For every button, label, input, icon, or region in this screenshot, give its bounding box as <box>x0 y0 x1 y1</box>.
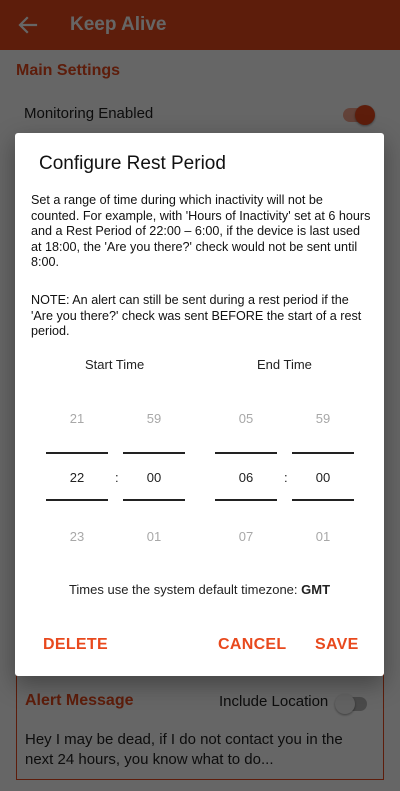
end-time-label: End Time <box>257 357 312 372</box>
end-hour-selected[interactable]: 06 <box>238 470 254 485</box>
picker-divider <box>292 452 354 454</box>
end-hour-next[interactable]: 07 <box>238 529 254 544</box>
picker-divider <box>123 452 185 454</box>
timezone-info <box>15 582 384 597</box>
dialog-title: Configure Rest Period <box>39 153 226 174</box>
end-minute-selected[interactable]: 00 <box>315 470 331 485</box>
delete-button[interactable]: DELETE <box>43 636 108 653</box>
end-hour-prev[interactable]: 05 <box>238 411 254 426</box>
picker-divider <box>215 452 277 454</box>
start-hour-selected[interactable]: 22 <box>69 470 85 485</box>
dialog-note: NOTE: An alert can still be sent during a rest period if the 'Are you there?' check was sent BEFORE the start of a rest period. <box>31 293 362 339</box>
dialog-description: Set a range of time during which inactivity will not be counted. For example, with 'Hours of Inactivity' set at 6 hours and a Rest Period of 22:00 – 6:00, if the device is last used at 18:00, the 'Are you there?' check would not be sent until 8:00. <box>31 193 371 270</box>
end-minute-prev[interactable]: 59 <box>315 411 331 426</box>
start-minute-selected[interactable]: 00 <box>146 470 162 485</box>
picker-divider <box>292 499 354 501</box>
start-minute-prev[interactable]: 59 <box>146 411 162 426</box>
save-button[interactable]: SAVE <box>315 636 359 653</box>
end-minute-next[interactable]: 01 <box>315 529 331 544</box>
start-hour-next[interactable]: 23 <box>69 529 85 544</box>
timezone-prefix: Times use the system default timezone: <box>68 582 298 597</box>
start-minute-next[interactable]: 01 <box>146 529 162 544</box>
start-time-separator: : <box>115 470 119 485</box>
timezone-value: GMT <box>301 582 331 597</box>
picker-divider <box>123 499 185 501</box>
picker-divider <box>46 452 108 454</box>
configure-rest-period-dialog <box>15 133 384 676</box>
picker-divider <box>46 499 108 501</box>
cancel-button[interactable]: CANCEL <box>218 636 287 653</box>
end-time-separator: : <box>284 470 288 485</box>
picker-divider <box>215 499 277 501</box>
start-time-label: Start Time <box>85 357 145 372</box>
start-hour-prev[interactable]: 21 <box>69 411 85 426</box>
